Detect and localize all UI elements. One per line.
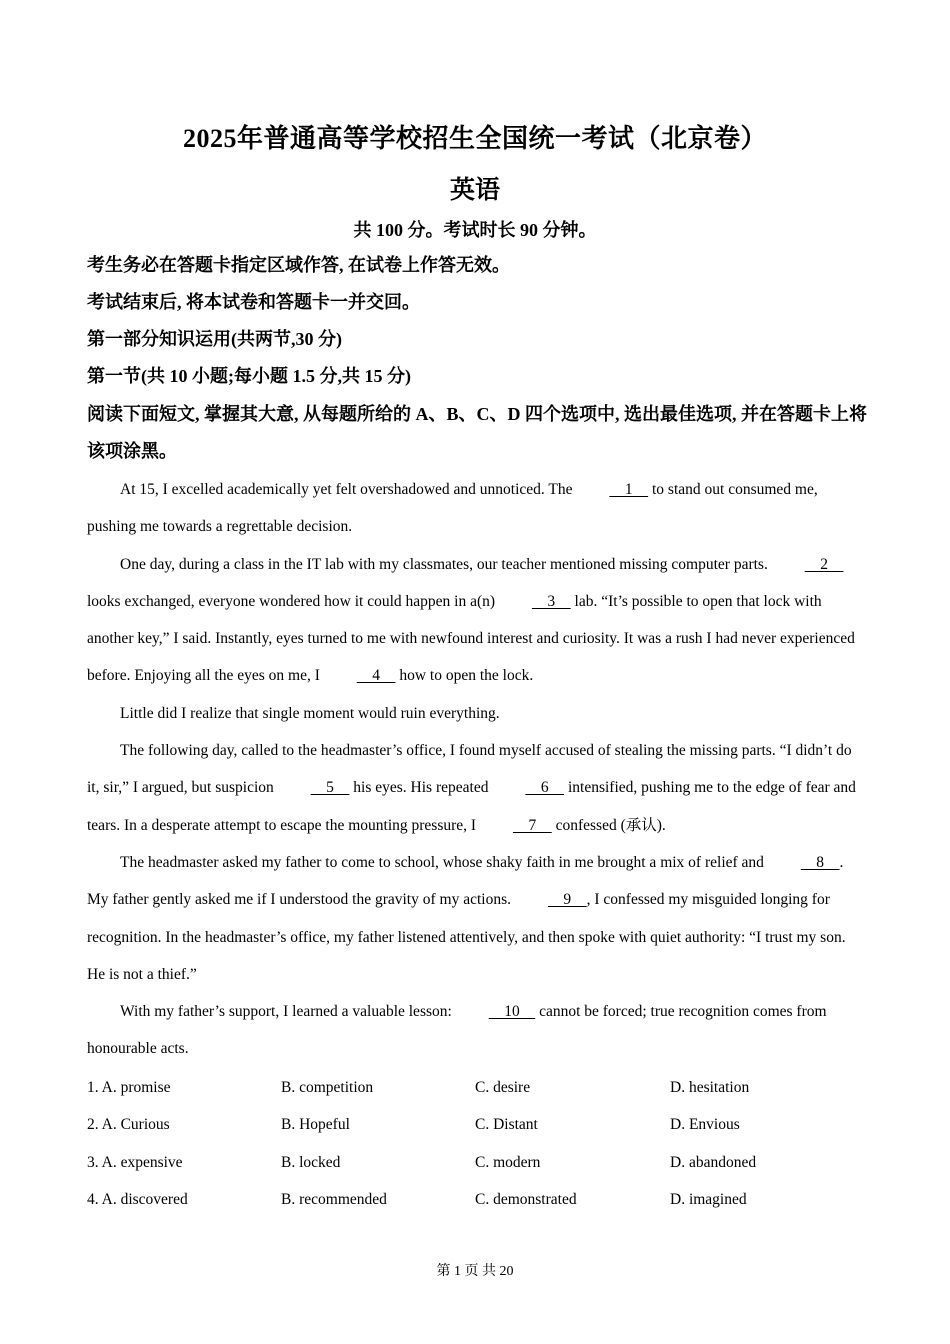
passage-paragraph: The following day, called to the headmaster’s office, I found myself accused of stealing the missing parts. “I didn’t do it, sir,” I argued, but suspicion 5 his eyes. His repeated 6 intensified, pushing me to the edge of fear and tears. In a desperate attempt to escape the mounting pressure, I 7 confessed (承认). [87,732,865,844]
option-row-1 [87,1069,867,1106]
option-3d: D. abandoned [670,1153,757,1171]
option-2b: B. Hopeful [281,1116,350,1134]
option-4d: D. imagined [670,1190,747,1208]
subject-heading: 英语 [449,177,500,204]
blank-3: 3 [531,592,571,610]
option-row-2 [87,1106,867,1143]
answer-options [87,1069,867,1218]
option-2c: C. Distant [475,1116,538,1134]
option-4b: B. recommended [281,1190,387,1208]
blank-1: 1 [609,481,649,498]
option-row-4 [87,1181,867,1218]
passage-paragraph: Little did I realize that single moment would ruin everything. [120,704,500,722]
option-3a: 3. A. expensive [87,1153,183,1171]
option-2a: 2. A. Curious [87,1116,170,1134]
option-1c: C. desire [475,1079,531,1096]
blank-7: 7 [512,816,552,834]
option-3b: B. locked [281,1153,341,1171]
blank-5: 5 [310,779,350,797]
section-one-heading: 第一节(共 10 小题;每小题 1.5 分,共 15 分) [87,366,411,386]
passage-paragraph: One day, during a class in the IT lab with my classmates, our teacher mentioned missing computer parts. 2 looks exchanged, everyone wondered how it could happen in a(n) 3 lab. “It’s possible to open that lock with another key,” I said. Instantly, eyes turned to me with newfound interest and curiosity. It was a rush I had never experienced before. Enjoying all the eyes on me, I 4 how to open the lock. [87,546,865,695]
option-1d: D. hesitation [670,1079,750,1096]
page-number: 第 1 页 共 20 [436,1264,514,1279]
cloze-passage [87,471,865,1068]
passage-paragraph: At 15, I excelled academically yet felt overshadowed and unnoticed. The 1 to stand out consumed me, pushing me towards a regrettable decision. [87,471,865,546]
blank-9: 9 [547,891,587,909]
blank-2: 2 [804,555,844,573]
section-directions: 阅读下面短文, 掌握其大意, 从每题所给的 A、B、C、D 四个选项中, 选出最佳选项, 并在答题卡上将该项涂黑。 [87,404,867,461]
option-4a: 4. A. discovered [87,1190,188,1208]
option-row-3 [87,1144,867,1181]
blank-4: 4 [356,667,396,685]
exam-title: 2025年普通高等学校招生全国统一考试（北京卷） [182,124,767,153]
instruction-answer-area: 考生务必在答题卡指定区域作答, 在试卷上作答无效。 [87,255,510,275]
blank-8: 8 [800,853,840,871]
score-and-duration: 共 100 分。考试时长 90 分钟。 [353,220,597,240]
passage-paragraph: With my father’s support, I learned a valuable lesson: 10 cannot be forced; true recognition comes from honourable acts. [87,993,865,1068]
option-3c: C. modern [475,1153,541,1171]
option-1b: B. competition [281,1079,374,1096]
option-4c: C. demonstrated [475,1190,577,1208]
part-one-heading: 第一部分知识运用(共两节,30 分) [87,329,342,349]
option-2d: D. Envious [670,1116,740,1134]
passage-paragraph: The headmaster asked my father to come to school, whose shaky faith in me brought a mix of relief and 8 . My father gently asked me if I understood the gravity of my actions. 9 , I confessed my misguided longing for recognition. In the headmaster’s office, my father listened attentively, and then spoke with quiet authority: “I trust my son. He is not a thief.” [87,844,865,993]
option-1a: 1. A. promise [87,1079,171,1096]
blank-10: 10 [488,1003,536,1021]
blank-6: 6 [525,779,565,797]
instruction-submit: 考试结束后, 将本试卷和答题卡一并交回。 [87,292,420,312]
